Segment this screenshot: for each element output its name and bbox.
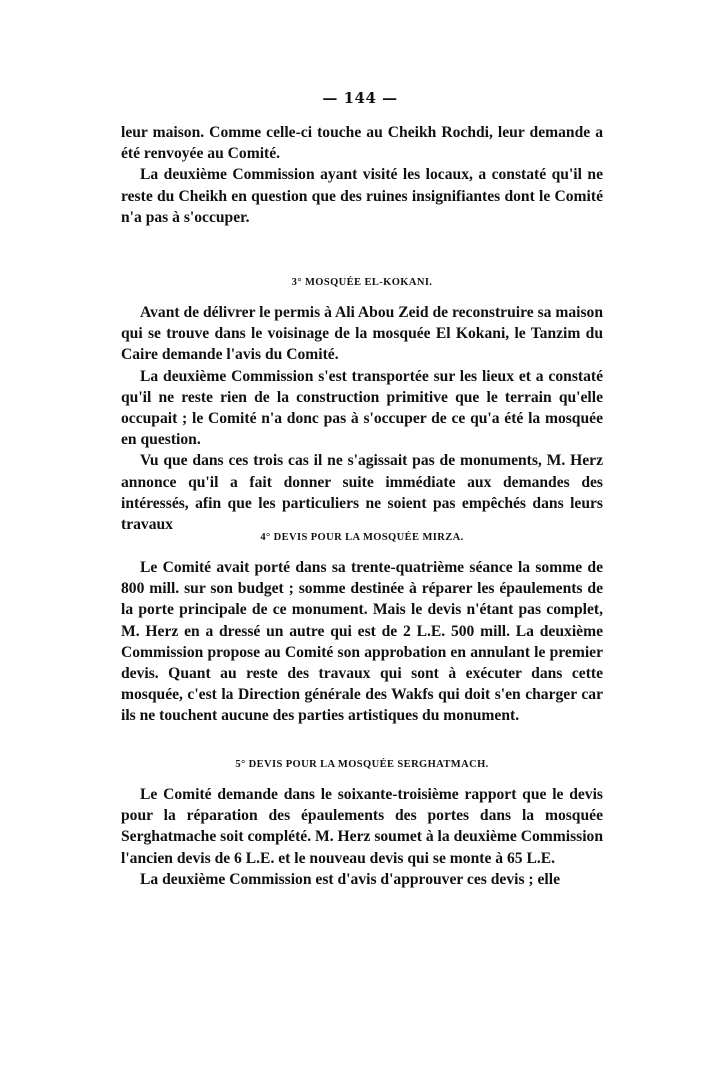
section-heading: 5° DEVIS POUR LA MOSQUÉE SERGHATMACH. xyxy=(235,759,489,770)
paragraph: Vu que dans ces trois cas il ne s'agissait pas de monuments, M. Herz annonce qu'il a fait donner suite immédiate aux demandes des intéressés, afin que les particuliers ne soient pas empêchés dans leurs travaux xyxy=(121,452,603,534)
paragraph: Le Comité demande dans le soixante-troisième rapport que le devis pour la réparation des épaulements des portes dans la mosquée Serghatmache soit complété. M. Herz soumet à la deuxième Commission l'ancien devis de 6 L.E. et le nouveau devis qui se monte à 65 L.E. xyxy=(121,786,604,867)
paragraph: La deuxième Commission est d'avis d'approuver ces devis ; elle xyxy=(140,870,561,888)
section-intro xyxy=(121,122,603,228)
section-heading: 3° MOSQUÉE EL-KOKANI. xyxy=(291,277,433,288)
paragraph: Le Comité avait porté dans sa trente-quatrième séance la somme de 800 mill. sur son budget ; somme destinée à réparer les épaulements de la porte principale de ce monument. Mais le devis n'étant pas complet, M. Herz en a dressé un autre qui est de 2 L.E. 500 mill. La deuxième Commission propose au Comité son approbation en annulant le premier devis. Quant au reste des travaux qui sont à exécuter dans cette mosquée, c'est la Direction générale des Wakfs qui doit s'en charger car ils ne touchent aucune des parties artistiques du monument. xyxy=(121,559,603,725)
paragraph: Avant de délivrer le permis à Ali Abou Zeid de reconstruire sa maison qui se trouve dans le voisinage de la mosquée El Kokani, le Tanzim du Caire demande l'avis du Comité. xyxy=(121,304,603,364)
section-mosquee-el-kokani xyxy=(121,264,603,535)
paragraph: La deuxième Commission ayant visité les locaux, a constaté qu'il ne reste du Cheikh en question que des ruines insignifiantes dont le Comité n'a pas à s'occuper. xyxy=(121,166,603,226)
section-devis-serghatmach xyxy=(121,746,603,890)
section-heading: 4° DEVIS POUR LA MOSQUÉE MIRZA. xyxy=(260,532,464,543)
paragraph: La deuxième Commission s'est transportée sur les lieux et a constaté qu'il ne reste rien de la construction primitive que le terrain qu'elle occupait ; le Comité n'a donc pas à s'occuper de ce qu'a été la mosquée en question. xyxy=(121,367,603,449)
paragraph: leur maison. Comme celle-ci touche au Cheikh Rochdi, leur demande a été renvoyée au Comité. xyxy=(121,124,603,163)
page-number: — 144 — xyxy=(322,89,398,107)
section-devis-mirza xyxy=(121,519,603,727)
